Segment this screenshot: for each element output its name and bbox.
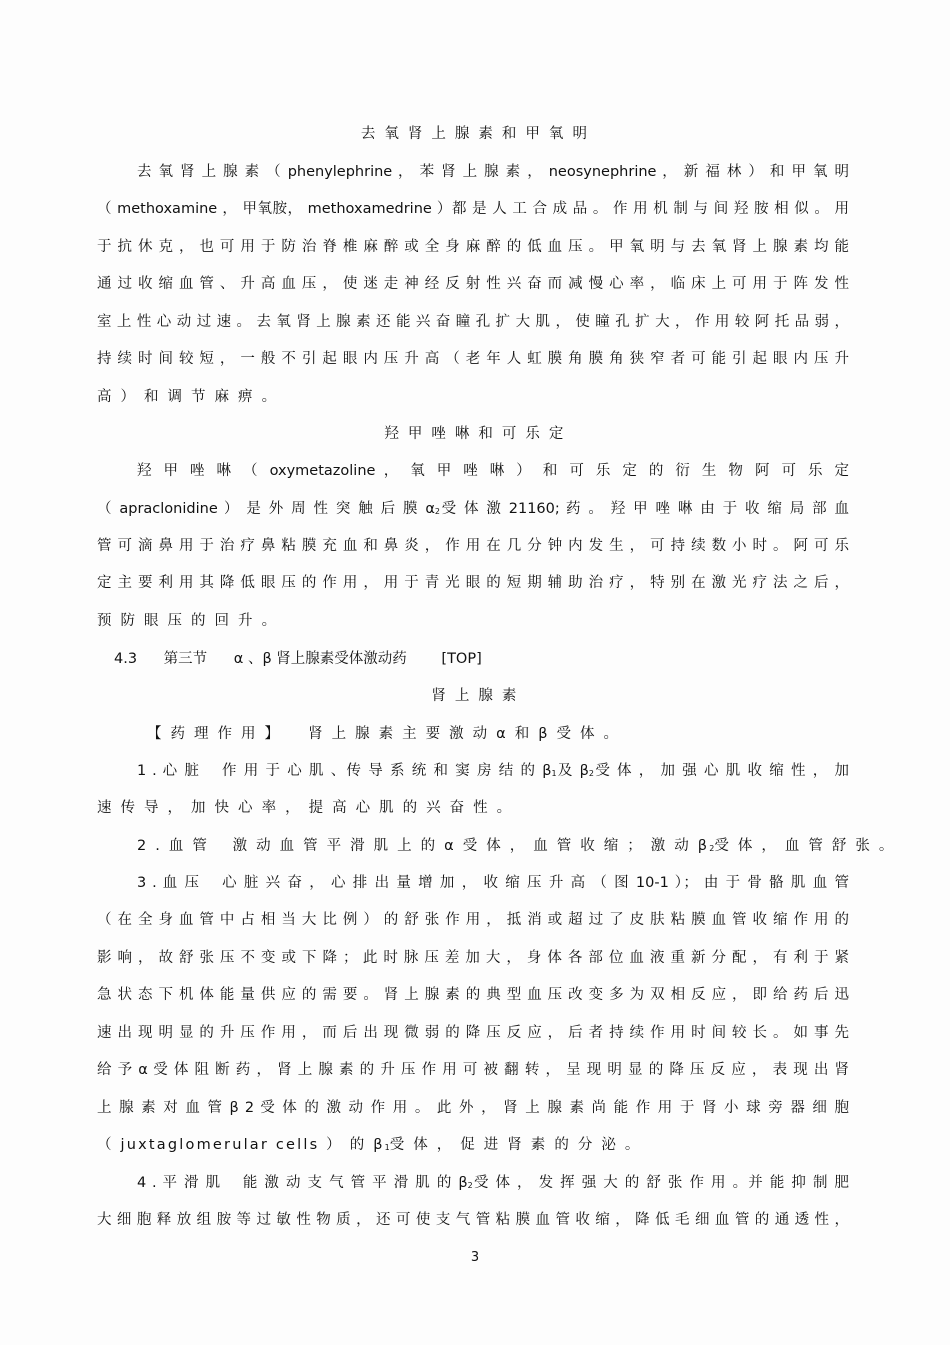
pharmacology-text: 肾 上 腺 素 主 要 激 动 α 和 β 受 体 。: [308, 726, 621, 742]
paragraph-line: 给 予 α 受 体 阻 断 药 ， 肾 上 腺 素 的 升 压 作 用 可 被 翻 转 ， 呈 现 明 显 的 降 压 反 应 ， 表 现 出 肾: [97, 1062, 849, 1078]
paragraph-line: 影 响 ， 故 舒 张 压 不 变 或 下 降 ； 此 时 脉 压 差 加 大 ， 身 体 各 部 位 血 液 重 新 分 配 ， 有 利 于 紧: [97, 950, 849, 966]
paragraph-line: 大 细 胞 释 放 组 胺 等 过 敏 性 物 质 ， 还 可 使 支 气 管 粘 膜 血 管 收 缩 ， 降 低 毛 细 血 管 的 通 透 性 ，: [97, 1212, 849, 1228]
paragraph-line: （ methoxamine ， 甲氧胺， methoxamedrine ）都 是 人 工 合 成 品 。 作 用 机 制 与 间 羟 胺 相 似 。 用: [97, 201, 849, 217]
paragraph-line: 去 氧 肾 上 腺 素 （ phenylephrine ， 苯 肾 上 腺 素 ， neosynephrine ， 新 福 林 ） 和 甲 氧 明: [137, 164, 849, 180]
paragraph-line: 定 主 要 利 用 其 降 低 眼 压 的 作 用 ， 用 于 青 光 眼 的 短 期 辅 助 治 疗 ， 特 别 在 激 光 疗 法 之 后 ，: [97, 575, 849, 591]
paragraph-line: 速 传 导 ， 加 快 心 率 ， 提 高 心 肌 的 兴 奋 性 。: [97, 800, 514, 816]
heading-epinephrine: 肾 上 腺 素: [431, 688, 519, 704]
paragraph-line: 羟 甲 唑 啉 （ oxymetazoline ， 氧 甲 唑 啉 ） 和 可 乐 定 的 衍 生 物 阿 可 乐 定: [137, 463, 849, 479]
paragraph-line: 4 . 平 滑 肌 能 激 动 支 气 管 平 滑 肌 的 β2受 体 ， 发 挥 强 大 的 舒 张 作 用 。并 能 抑 制 肥: [137, 1175, 849, 1191]
paragraph-line: 预 防 眼 压 的 回 升 。: [97, 613, 279, 629]
paragraph-line: 管 可 滴 鼻 用 于 治 疗 鼻 粘 膜 充 血 和 鼻 炎 ， 作 用 在 几 分 钟 内 发 生 ， 可 持 续 数 小 时 。 阿 可 乐: [97, 538, 849, 554]
heading-oxymetazoline: 羟 甲 唑 啉 和 可 乐 定: [384, 426, 566, 442]
paragraph-line: 2 . 血 管 激 动 血 管 平 滑 肌 上 的 α 受 体 ， 血 管 收 缩 ； 激 动 β2受 体 ， 血 管 舒 张 。: [137, 838, 896, 854]
paragraph-line: （ juxtaglomerular cells ） 的 β1受 体 ， 促 进 肾 素 的 分 泌 。: [97, 1137, 642, 1153]
paragraph-line: （ apraclonidine ） 是 外 周 性 突 触 后 膜 α2受 体 激 21160; 药 。 羟 甲 唑 啉 由 于 收 缩 局 部 血: [97, 501, 849, 517]
heading-phenylephrine: 去 氧 肾 上 腺 素 和 甲 氧 明: [360, 126, 590, 142]
paragraph-line: 3 . 血 压 心 脏 兴 奋 ， 心 排 出 量 增 加 ， 收 缩 压 升 高 （ 图 10-1 ）； 由 于 骨 骼 肌 血 管: [137, 875, 849, 891]
paragraph-line: 持 续 时 间 较 短 ， 一 般 不 引 起 眼 内 压 升 高 （ 老 年 人 虹 膜 角 膜 角 狭 窄 者 可 能 引 起 眼 内 压 升: [97, 351, 849, 367]
paragraph-line: 急 状 态 下 机 体 能 量 供 应 的 需 要 。 肾 上 腺 素 的 典 型 血 压 改 变 多 为 双 相 反 应 ， 即 给 药 后 迅: [97, 987, 849, 1003]
paragraph-line: 于 抗 休 克 ， 也 可 用 于 防 治 脊 椎 麻 醉 或 全 身 麻 醉 的 低 血 压 。 甲 氧 明 与 去 氧 肾 上 腺 素 均 能: [97, 239, 849, 255]
paragraph-line: 室 上 性 心 动 过 速 。 去 氧 肾 上 腺 素 还 能 兴 奋 瞳 孔 扩 大 肌 ， 使 瞳 孔 扩 大 ， 作 用 较 阿 托 品 弱 ，: [97, 314, 849, 330]
section-name: 第三节: [163, 651, 208, 667]
paragraph-line: 通 过 收 缩 血 管 、 升 高 血 压 ， 使 迷 走 神 经 反 射 性 兴 奋 而 减 慢 心 率 ， 临 床 上 可 用 于 阵 发 性: [97, 276, 849, 292]
section-heading: [114, 649, 614, 669]
pharmacology-line: [147, 724, 847, 744]
section-number: 4.3: [114, 651, 138, 667]
paragraph-line: 高 ） 和 调 节 麻 痹 。: [97, 389, 279, 405]
paragraph-line: 上 腺 素 对 血 管 β 2 受 体 的 激 动 作 用 。 此 外 ， 肾 上 腺 素 尚 能 作 用 于 肾 小 球 旁 器 细 胞: [97, 1100, 849, 1116]
pharmacology-label: 【 药 理 作 用 】: [147, 726, 282, 742]
page-number: 3: [470, 1250, 480, 1265]
paragraph-line: 1 . 心 脏 作 用 于 心 肌 、传 导 系 统 和 窦 房 结 的 β1及 β2受 体 ， 加 强 心 肌 收 缩 性 ， 加: [137, 763, 849, 779]
section-title: α 、β 肾上腺素受体激动药: [233, 651, 407, 667]
paragraph-line: 速 出 现 明 显 的 升 压 作 用 ， 而 后 出 现 微 弱 的 降 压 反 应 ， 后 者 持 续 作 用 时 间 较 长 。 如 事 先: [97, 1025, 849, 1041]
paragraph-line: （ 在 全 身 血 管 中 占 相 当 大 比 例 ） 的 舒 张 作 用 ， 抵 消 或 超 过 了 皮 肤 粘 膜 血 管 收 缩 作 用 的: [97, 912, 849, 928]
top-link[interactable]: [TOP]: [441, 651, 482, 667]
